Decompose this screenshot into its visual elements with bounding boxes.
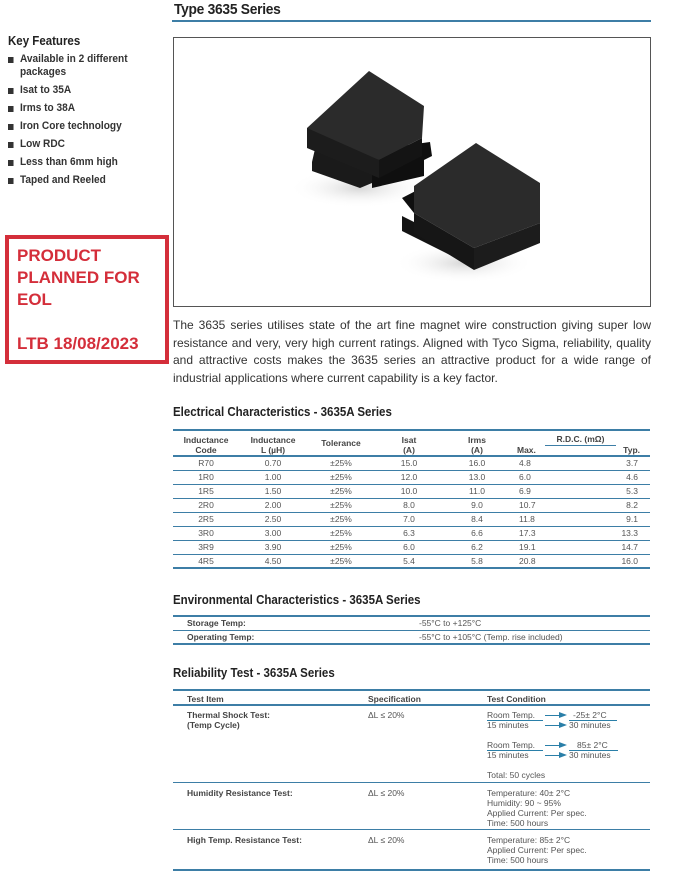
col-test-condition: Test Condition: [487, 694, 546, 704]
high-temp-condition: Temperature: 85± 2°C Applied Current: Per spec. Time: 500 hours: [487, 835, 587, 865]
eol-line-2: PLANNED FOR: [17, 268, 140, 287]
operating-temp-value: -55°C to +105°C (Temp. rise included): [419, 630, 650, 644]
col-specification: Specification: [368, 694, 421, 704]
table-row: 2R0 2.00 ±25% 8.0 9.0 10.7 8.2: [173, 498, 650, 512]
thermal-shock-item: Thermal Shock Test: (Temp Cycle): [187, 710, 270, 730]
square-bullet-icon: [8, 160, 14, 166]
eol-notice: [5, 235, 169, 364]
table-row: 4R5 4.50 ±25% 5.4 5.8 20.8 16.0: [173, 554, 650, 568]
humidity-spec: ΔL ≤ 20%: [368, 788, 405, 798]
product-description: The 3635 series utilises state of the art fine magnet wire construction giving super low resistance and very, very high current ratings. Aligned with Tyco Sigma, reliability, quality and attractive costs makes the 3635 series an attractive product for a wide range of industrial applications where current capability is a key factor.: [173, 318, 651, 385]
square-bullet-icon: [8, 57, 14, 63]
feature-item: Isat to 35A: [8, 84, 155, 97]
high-temp-item: High Temp. Resistance Test:: [187, 835, 302, 845]
table-row: [173, 705, 650, 783]
inductor-photo-icon: [174, 38, 650, 306]
square-bullet-icon: [8, 124, 14, 130]
table-row: 1R5 1.50 ±25% 10.0 11.0 6.9 5.3: [173, 484, 650, 498]
key-features-heading: Key Features: [8, 34, 81, 48]
table-row: R70 0.70 ±25% 15.0 16.0 4.8 3.7: [173, 456, 650, 470]
col-inductance: Inductance L (µH): [250, 435, 296, 455]
electrical-title: Electrical Characteristics - 3635A Series: [173, 405, 392, 419]
square-bullet-icon: [8, 88, 14, 94]
feature-item: Less than 6mm high: [8, 156, 155, 169]
product-image: [173, 37, 651, 307]
feature-item: Available in 2 different packages: [8, 53, 155, 79]
environmental-table: [173, 615, 650, 645]
col-inductance-code: Inductance Code: [183, 435, 229, 455]
table-row: [173, 616, 650, 630]
feature-item: Taped and Reeled: [8, 174, 155, 187]
col-tolerance: Tolerance: [321, 438, 361, 448]
thermal-shock-spec: ΔL ≤ 20%: [368, 710, 405, 720]
storage-temp-value: -55°C to +125°C: [419, 616, 650, 630]
humidity-item: Humidity Resistance Test:: [187, 788, 293, 798]
table-row: [173, 630, 650, 644]
col-test-item: Test Item: [187, 694, 224, 704]
col-isat: Isat (A): [401, 435, 417, 455]
title-divider: [172, 20, 651, 22]
operating-temp-label: Operating Temp:: [173, 630, 419, 644]
square-bullet-icon: [8, 142, 14, 148]
humidity-condition: Temperature: 40± 2°C Humidity: 90 ~ 95% Applied Current: Per spec. Time: 500 hours: [487, 788, 587, 828]
table-row: 3R0 3.00 ±25% 6.3 6.6 17.3 13.3: [173, 526, 650, 540]
eol-line-3: EOL: [17, 290, 52, 309]
eol-line-1: PRODUCT: [17, 246, 102, 265]
key-features: [8, 34, 168, 192]
arrow-right-icon: [543, 710, 569, 720]
electrical-table: [173, 429, 650, 569]
table-row: 1R0 1.00 ±25% 12.0 13.0 6.0 4.6: [173, 470, 650, 484]
page-title: Type 3635 Series: [174, 1, 281, 18]
reliability-title: Reliability Test - 3635A Series: [173, 666, 335, 680]
col-rdc-max: Max.: [517, 444, 536, 455]
feature-item: Low RDC: [8, 138, 155, 151]
thermal-shock-condition: Room Temp. -25± 2°C 15 minutes 30 minutes Room Temp. 85± 2°C 15 minutes 30 minutes Total: 50 cycles: [487, 705, 650, 783]
col-rdc: R.D.C. (mΩ): [511, 430, 650, 444]
square-bullet-icon: [8, 178, 14, 184]
reliability-table: [173, 689, 650, 871]
table-row: [173, 783, 650, 830]
arrow-right-icon: [543, 740, 569, 750]
arrow-right-icon: [543, 720, 569, 730]
table-row: [173, 830, 650, 871]
eol-ltb-date: LTB 18/08/2023: [17, 334, 139, 353]
col-irms: Irms (A): [468, 435, 486, 455]
col-rdc-typ: Typ.: [623, 444, 640, 455]
storage-temp-label: Storage Temp:: [173, 616, 419, 630]
table-row: 2R5 2.50 ±25% 7.0 8.4 11.8 9.1: [173, 512, 650, 526]
environmental-title: Environmental Characteristics - 3635A Series: [173, 593, 421, 607]
high-temp-spec: ΔL ≤ 20%: [368, 835, 405, 845]
feature-item: Irms to 38A: [8, 102, 155, 115]
table-row: 3R9 3.90 ±25% 6.0 6.2 19.1 14.7: [173, 540, 650, 554]
arrow-right-icon: [543, 750, 569, 760]
feature-item: Iron Core technology: [8, 120, 155, 133]
square-bullet-icon: [8, 106, 14, 112]
